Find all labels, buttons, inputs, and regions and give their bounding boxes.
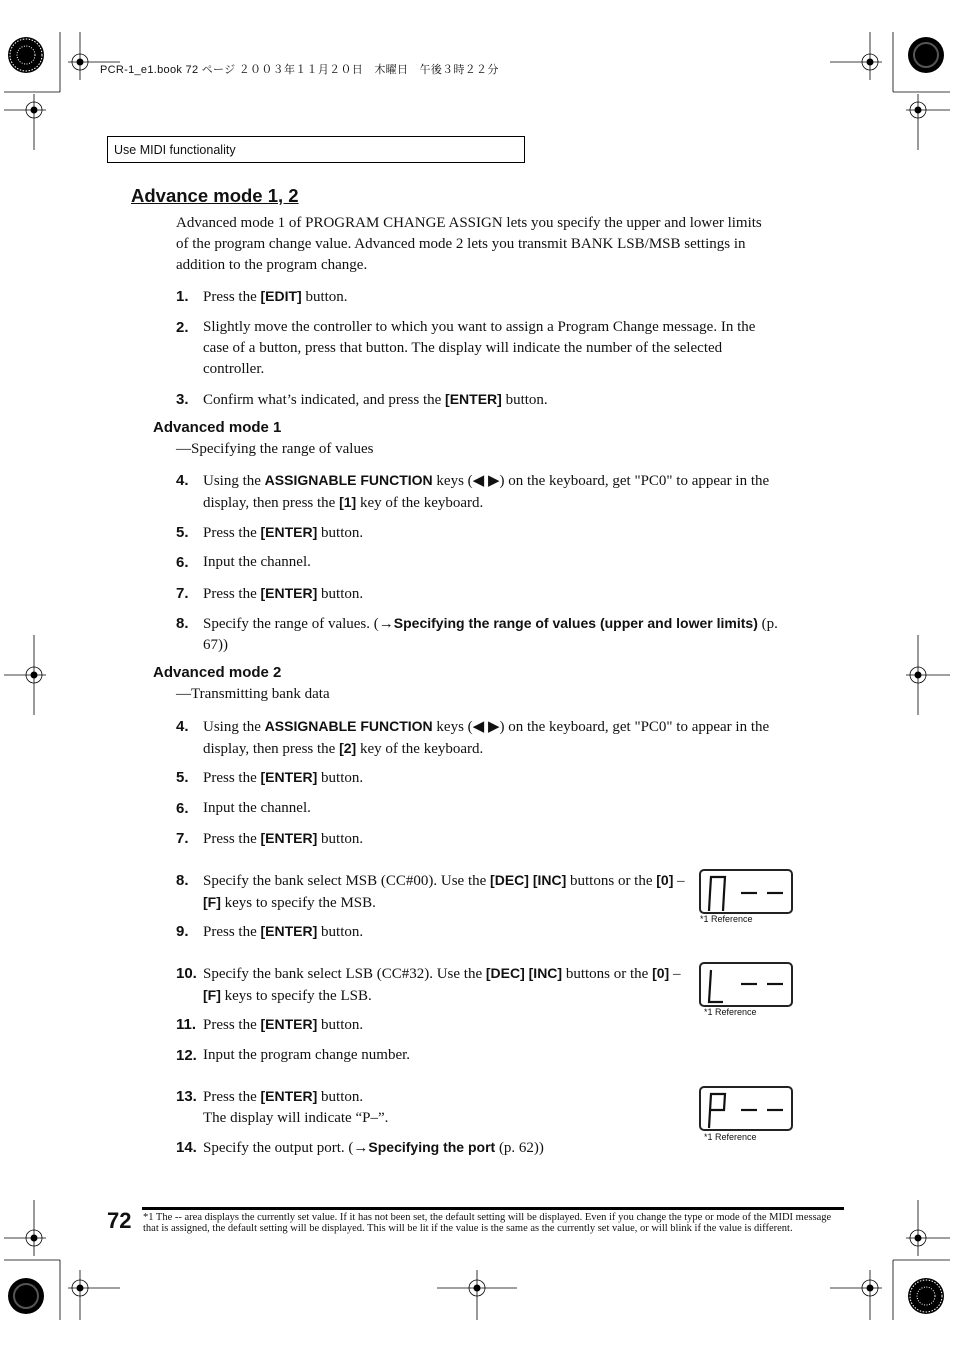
mode1-step-5: 5. Press the [ENTER] button.: [176, 524, 364, 541]
mode2-step-14: 14. Specify the output port. (→Specifying the port (p. 62)): [176, 1139, 544, 1156]
lcd-caption-lsb: *1 Reference: [704, 1007, 757, 1017]
mode1-subtitle: —Specifying the range of values: [176, 441, 374, 457]
footer-rule: [142, 1207, 844, 1210]
section-label-box: [107, 136, 525, 163]
section-label: Use MIDI functionality: [114, 143, 236, 157]
lcd-display-program: [699, 1086, 793, 1131]
lcd-display-lsb: [699, 962, 793, 1007]
mode2-step-9: 9. Press the [ENTER] button.: [176, 923, 364, 940]
mode1-step-6: 6. Input the channel.: [176, 554, 311, 571]
footnote: *1 The -- area displays the currently set value. If it has not been set, the default setting will be displayed. Even if you change the type or mode of the MIDI message that is assigned, the default setting will be displayed. This will be lit if the value is the same as the currently set value, or will blink if the value is different.: [143, 1212, 832, 1234]
mode2-step-8: 8. Specify the bank select MSB (CC#00). Use the [DEC] [INC] buttons or the [0] – [F] keys to specify the MSB.: [176, 872, 685, 911]
mode2-step-13: 13. Press the [ENTER] button. The display will indicate “P–”.: [176, 1088, 389, 1126]
mode1-step-8: 8. Specify the range of values. (→Specifying the range of values (upper and lower limits) (p. 67)): [176, 615, 778, 653]
mode2-step-12: 12. Input the program change number.: [176, 1047, 411, 1064]
mode1-step-4: 4. Using the ASSIGNABLE FUNCTION keys (◀ ▶) on the keyboard, get "PC0" to appear in the display, then press the [1] key of the keyboard.: [176, 472, 770, 511]
mode2-heading: Advanced mode 2: [153, 664, 282, 681]
mode2-subtitle: —Transmitting bank data: [176, 686, 330, 702]
mode2-step-10: 10. Specify the bank select LSB (CC#32). Use the [DEC] [INC] buttons or the [0] – [F] keys to specify the LSB.: [176, 965, 681, 1004]
lcd-caption-msb: *1 Reference: [700, 914, 753, 924]
lcd-caption-program: *1 Reference: [704, 1132, 757, 1142]
mode1-heading: Advanced mode 1: [153, 419, 282, 436]
step-2: 2. Slightly move the controller to which you want to assign a Program Change message. In the case of a button, press that button. The display will indicate the number of the selected controller.: [176, 319, 756, 377]
mode2-step-7: 7. Press the [ENTER] button.: [176, 830, 364, 847]
mode2-step-11: 11. Press the [ENTER] button.: [176, 1016, 364, 1033]
lcd-display-msb: [699, 869, 793, 914]
mode2-step-6: 6. Input the channel.: [176, 800, 311, 817]
link-specifying-the-port[interactable]: Specifying the port: [368, 1139, 496, 1155]
step-3: 3. Confirm what’s indicated, and press the [ENTER] button.: [176, 391, 548, 408]
intro-paragraph: Advanced mode 1 of PROGRAM CHANGE ASSIGN lets you specify the upper and lower limits of the program change value. Advanced mode 2 lets you transmit BANK LSB/MSB settings in addition to the program change.: [176, 215, 762, 273]
link-range-of-values[interactable]: Specifying the range of values (upper and lower limits): [393, 615, 758, 631]
mode2-step-5: 5. Press the [ENTER] button.: [176, 769, 364, 786]
mode2-step-4: 4. Using the ASSIGNABLE FUNCTION keys (◀ ▶) on the keyboard, get "PC0" to appear in the display, then press the [2] key of the keyboard.: [176, 718, 770, 757]
mode1-step-7: 7. Press the [ENTER] button.: [176, 585, 364, 602]
page-title: Advance mode 1, 2: [131, 185, 299, 206]
page-number: 72: [107, 1208, 132, 1233]
step-1: 1. Press the [EDIT] button.: [176, 288, 348, 305]
print-header-meta: PCR-1_e1.book 72 ページ ２００３年１１月２０日 木曜日 午後３時２２分: [100, 64, 499, 76]
